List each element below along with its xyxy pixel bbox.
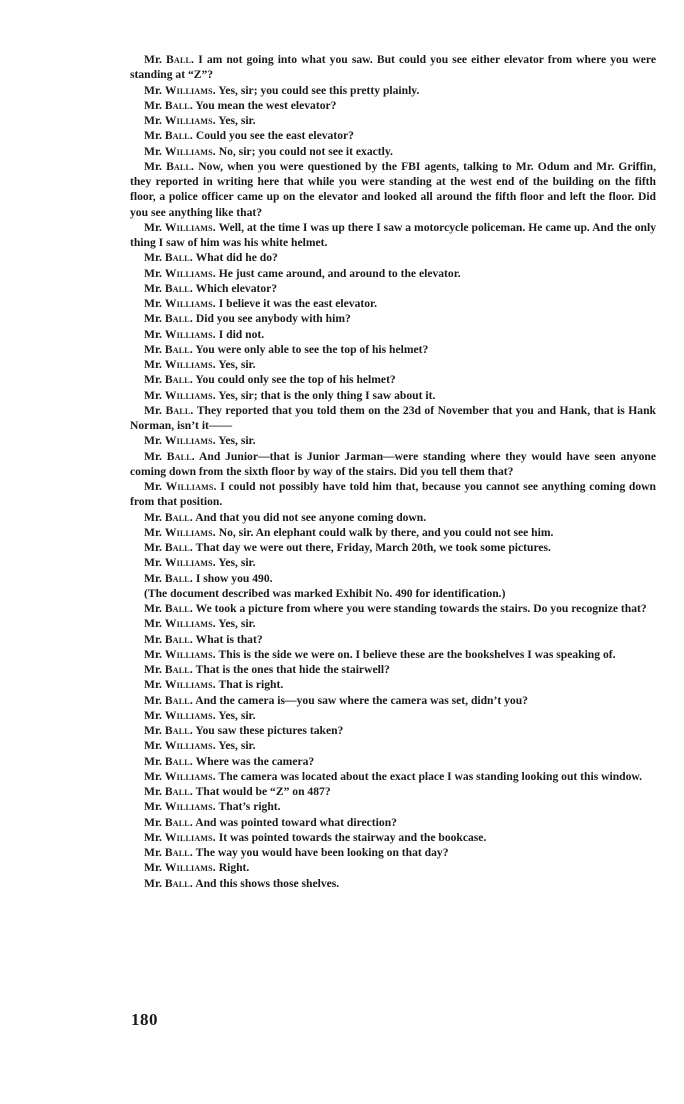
speaker-name: Ball.	[164, 602, 193, 615]
speaker-title: Mr.	[144, 815, 162, 829]
spoken-text: What is that?	[195, 632, 263, 646]
spoken-text: They reported that you told them on the 23d of November that you and Hank, that is Hank Norman, isn’t it——	[130, 403, 656, 432]
spoken-text: I did not.	[218, 327, 265, 341]
spoken-text: Yes, sir.	[218, 358, 256, 371]
speaker-title: Mr.	[144, 297, 162, 310]
spoken-text: I could not possibly have told him that, because you cannot see anything coming down from that position.	[130, 480, 656, 509]
testimony-paragraph	[130, 677, 656, 692]
speaker-title: Mr.	[144, 342, 162, 356]
speaker-name: Williams.	[164, 739, 216, 753]
speaker-name: Ball.	[164, 510, 193, 524]
speaker-name: Ball.	[166, 53, 195, 66]
speaker-title: Mr.	[144, 83, 162, 97]
speaker-name: Ball.	[164, 98, 193, 112]
testimony-paragraph	[130, 510, 656, 525]
spoken-text: Could you see the east elevator?	[195, 129, 354, 143]
speaker-title: Mr.	[144, 617, 162, 631]
spoken-text: Did you see anybody with him?	[195, 312, 351, 326]
speaker-title: Mr.	[144, 98, 162, 112]
speaker-name: Ball.	[166, 159, 195, 173]
testimony-paragraph	[130, 144, 656, 159]
spoken-text: And that you did not see anyone coming down.	[195, 510, 427, 524]
speaker-name: Williams.	[164, 800, 216, 814]
speaker-title: Mr.	[144, 754, 162, 768]
spoken-text: Well, at the time I was up there I saw a motorcycle policeman. He came up. And the only thing I saw of him was his white helmet.	[130, 220, 656, 249]
speaker-title: Mr.	[144, 388, 162, 402]
speaker-title: Mr.	[144, 602, 162, 615]
speaker-name: Ball.	[164, 312, 193, 326]
testimony-paragraph	[130, 586, 656, 601]
spoken-text: That is the ones that hide the stairwell?	[195, 663, 390, 676]
speaker-name: Williams.	[164, 556, 216, 570]
speaker-title: Mr.	[144, 861, 162, 875]
speaker-name: Williams.	[164, 114, 216, 127]
speaker-title: Mr.	[144, 159, 162, 173]
testimony-paragraph	[130, 555, 656, 570]
speaker-name: Ball.	[164, 846, 193, 859]
speaker-name: Williams.	[164, 769, 216, 783]
spoken-text: Yes, sir.	[218, 114, 256, 127]
speaker-title: Mr.	[144, 724, 162, 737]
speaker-title: Mr.	[144, 693, 162, 707]
speaker-name: Williams.	[164, 617, 216, 631]
spoken-text: Now, when you were questioned by the FBI agents, talking to Mr. Odum and Mr. Griffin, they reported in writing here that while you were standing at the west end of the building on the fifth floor, a police officer came up on the elevator and looked all around the fifth floor and left the floor. Did you see anything like that?	[130, 159, 657, 219]
speaker-name: Williams.	[164, 388, 216, 402]
speaker-name: Ball.	[164, 632, 193, 646]
testimony-paragraph	[130, 113, 656, 128]
testimony-paragraph	[130, 571, 656, 586]
testimony-paragraph	[130, 601, 656, 616]
testimony-paragraph	[130, 52, 656, 83]
speaker-title: Mr.	[144, 251, 162, 265]
speaker-name: Williams.	[164, 144, 216, 158]
speaker-title: Mr.	[144, 800, 162, 814]
speaker-name: Williams.	[164, 861, 216, 875]
testimony-paragraph	[130, 799, 656, 814]
speaker-title: Mr.	[144, 266, 162, 280]
speaker-name: Ball.	[164, 876, 193, 890]
spoken-text: Yes, sir; you could see this pretty plainly.	[218, 83, 420, 97]
speaker-title: Mr.	[144, 846, 162, 859]
spoken-text: Yes, sir.	[218, 434, 256, 448]
testimony-paragraph	[130, 281, 656, 296]
testimony-paragraph	[130, 403, 656, 434]
page-number: 180	[131, 1010, 158, 1029]
speaker-name: Williams.	[164, 297, 216, 310]
spoken-text: No, sir. An elephant could walk by there, and you could not see him.	[218, 525, 554, 539]
testimony-paragraph	[130, 220, 656, 251]
speaker-name: Ball.	[164, 663, 193, 676]
speaker-title: Mr.	[144, 449, 162, 463]
speaker-title: Mr.	[144, 129, 162, 143]
testimony-paragraph	[130, 769, 656, 784]
speaker-name: Williams.	[164, 358, 216, 371]
speaker-name: Williams.	[164, 678, 216, 692]
speaker-title: Mr.	[144, 769, 162, 783]
spoken-text: And Junior—that is Junior Jarman—were standing where they would have seen anyone coming down from the sixth floor by way of the stairs. Did you tell them that?	[130, 449, 656, 478]
testimony-paragraph	[130, 372, 656, 387]
testimony-paragraph	[130, 479, 656, 510]
speaker-title: Mr.	[144, 647, 162, 661]
speaker-name: Ball.	[164, 693, 193, 707]
speaker-name: Ball.	[164, 129, 193, 143]
testimony-paragraph	[130, 647, 656, 662]
testimony-paragraph	[130, 449, 656, 480]
testimony-paragraph	[130, 723, 656, 738]
spoken-text: This is the side we were on. I believe these are the bookshelves I was speaking of.	[218, 647, 616, 661]
spoken-text: Yes, sir.	[218, 617, 256, 631]
testimony-paragraph	[130, 738, 656, 753]
testimony-paragraph	[130, 83, 656, 98]
spoken-text: You mean the west elevator?	[195, 98, 337, 112]
testimony-paragraph	[130, 616, 656, 631]
speaker-name: Ball.	[164, 724, 193, 737]
speaker-title: Mr.	[144, 281, 162, 295]
spoken-text: Yes, sir.	[218, 556, 256, 570]
speaker-name: Williams.	[164, 83, 216, 97]
spoken-text: And was pointed toward what direction?	[195, 815, 397, 829]
speaker-name: Williams.	[164, 525, 216, 539]
spoken-text: Yes, sir.	[218, 708, 256, 722]
testimony-paragraph	[130, 540, 656, 555]
spoken-text: He just came around, and around to the elevator.	[218, 266, 461, 280]
spoken-text: And this shows those shelves.	[195, 876, 340, 890]
testimony-paragraph	[130, 342, 656, 357]
spoken-text: I show you 490.	[195, 571, 273, 585]
speaker-title: Mr.	[144, 312, 162, 326]
testimony-paragraph	[130, 708, 656, 723]
testimony-paragraph	[130, 296, 656, 311]
speaker-name: Williams.	[164, 830, 216, 844]
speaker-title: Mr.	[144, 663, 162, 676]
spoken-text: You were only able to see the top of his helmet?	[195, 342, 429, 356]
spoken-text: I am not going into what you saw. But could you see either elevator from where you were standing at “Z”?	[130, 53, 656, 82]
speaker-title: Mr.	[144, 53, 162, 66]
spoken-text: Right.	[218, 861, 250, 875]
speaker-name: Ball.	[164, 251, 193, 265]
spoken-text: That would be “Z” on 487?	[195, 785, 331, 798]
speaker-title: Mr.	[144, 358, 162, 371]
spoken-text: The camera was located about the exact place I was standing looking out this window.	[218, 769, 643, 783]
speaker-name: Williams.	[165, 480, 217, 493]
spoken-text: The way you would have been looking on that day?	[195, 846, 449, 859]
exhibit-note: (The document described was marked Exhibit No. 490 for identification.)	[144, 586, 506, 600]
testimony-paragraph	[130, 98, 656, 113]
speaker-name: Ball.	[164, 342, 193, 356]
speaker-title: Mr.	[144, 525, 162, 539]
testimony-paragraph	[130, 693, 656, 708]
speaker-name: Ball.	[164, 815, 193, 829]
testimony-paragraph	[130, 876, 656, 891]
speaker-title: Mr.	[144, 678, 162, 692]
testimony-paragraph	[130, 632, 656, 647]
spoken-text: It was pointed towards the stairway and the bookcase.	[218, 830, 487, 844]
speaker-title: Mr.	[144, 556, 162, 570]
testimony-paragraph	[130, 311, 656, 326]
speaker-title: Mr.	[144, 403, 162, 417]
spoken-text: That is right.	[218, 678, 284, 692]
testimony-paragraph	[130, 266, 656, 281]
testimony-paragraph	[130, 357, 656, 372]
testimony-paragraph	[130, 128, 656, 143]
testimony-paragraph	[130, 845, 656, 860]
testimony-paragraph	[130, 830, 656, 845]
speaker-title: Mr.	[144, 632, 162, 646]
speaker-name: Ball.	[164, 281, 193, 295]
speaker-title: Mr.	[144, 510, 162, 524]
testimony-text	[130, 52, 656, 891]
speaker-name: Ball.	[164, 373, 193, 387]
speaker-name: Williams.	[164, 327, 216, 341]
testimony-paragraph	[130, 784, 656, 799]
testimony-paragraph	[130, 815, 656, 830]
speaker-name: Williams.	[164, 647, 216, 661]
testimony-paragraph	[130, 250, 656, 265]
speaker-name: Ball.	[166, 449, 195, 463]
testimony-paragraph	[130, 860, 656, 875]
spoken-text: That’s right.	[218, 800, 281, 814]
spoken-text: Yes, sir.	[218, 739, 256, 753]
speaker-title: Mr.	[144, 785, 162, 798]
spoken-text: Which elevator?	[195, 281, 278, 295]
speaker-name: Ball.	[164, 785, 193, 798]
speaker-title: Mr.	[144, 830, 162, 844]
speaker-title: Mr.	[144, 220, 162, 234]
speaker-title: Mr.	[144, 434, 162, 448]
speaker-name: Williams.	[164, 266, 216, 280]
speaker-title: Mr.	[144, 327, 162, 341]
testimony-paragraph	[130, 388, 656, 403]
speaker-title: Mr.	[144, 739, 162, 753]
speaker-name: Ball.	[164, 571, 193, 585]
testimony-paragraph	[130, 433, 656, 448]
speaker-title: Mr.	[144, 541, 162, 554]
spoken-text: And the camera is—you saw where the camera was set, didn’t you?	[195, 693, 528, 707]
speaker-title: Mr.	[144, 571, 162, 585]
spoken-text: You could only see the top of his helmet?	[195, 373, 396, 387]
testimony-paragraph	[130, 159, 656, 220]
spoken-text: I believe it was the east elevator.	[218, 297, 378, 310]
speaker-title: Mr.	[144, 144, 162, 158]
speaker-name: Williams.	[164, 434, 216, 448]
speaker-title: Mr.	[144, 708, 162, 722]
speaker-name: Ball.	[165, 403, 194, 417]
spoken-text: Where was the camera?	[195, 754, 315, 768]
testimony-paragraph	[130, 525, 656, 540]
spoken-text: That day we were out there, Friday, March 20th, we took some pictures.	[195, 541, 551, 554]
spoken-text: You saw these pictures taken?	[195, 724, 344, 737]
testimony-paragraph	[130, 327, 656, 342]
spoken-text: Yes, sir; that is the only thing I saw about it.	[218, 388, 436, 402]
speaker-title: Mr.	[144, 480, 162, 493]
speaker-name: Williams.	[164, 708, 216, 722]
spoken-text: What did he do?	[195, 251, 278, 265]
speaker-name: Ball.	[164, 541, 193, 554]
testimony-paragraph	[130, 754, 656, 769]
speaker-name: Williams.	[164, 220, 216, 234]
spoken-text: No, sir; you could not see it exactly.	[218, 144, 393, 158]
speaker-title: Mr.	[144, 876, 162, 890]
spoken-text: We took a picture from where you were standing towards the stairs. Do you recognize that?	[195, 602, 647, 615]
testimony-paragraph	[130, 662, 656, 677]
speaker-title: Mr.	[144, 114, 162, 127]
speaker-name: Ball.	[164, 754, 193, 768]
speaker-title: Mr.	[144, 373, 162, 387]
